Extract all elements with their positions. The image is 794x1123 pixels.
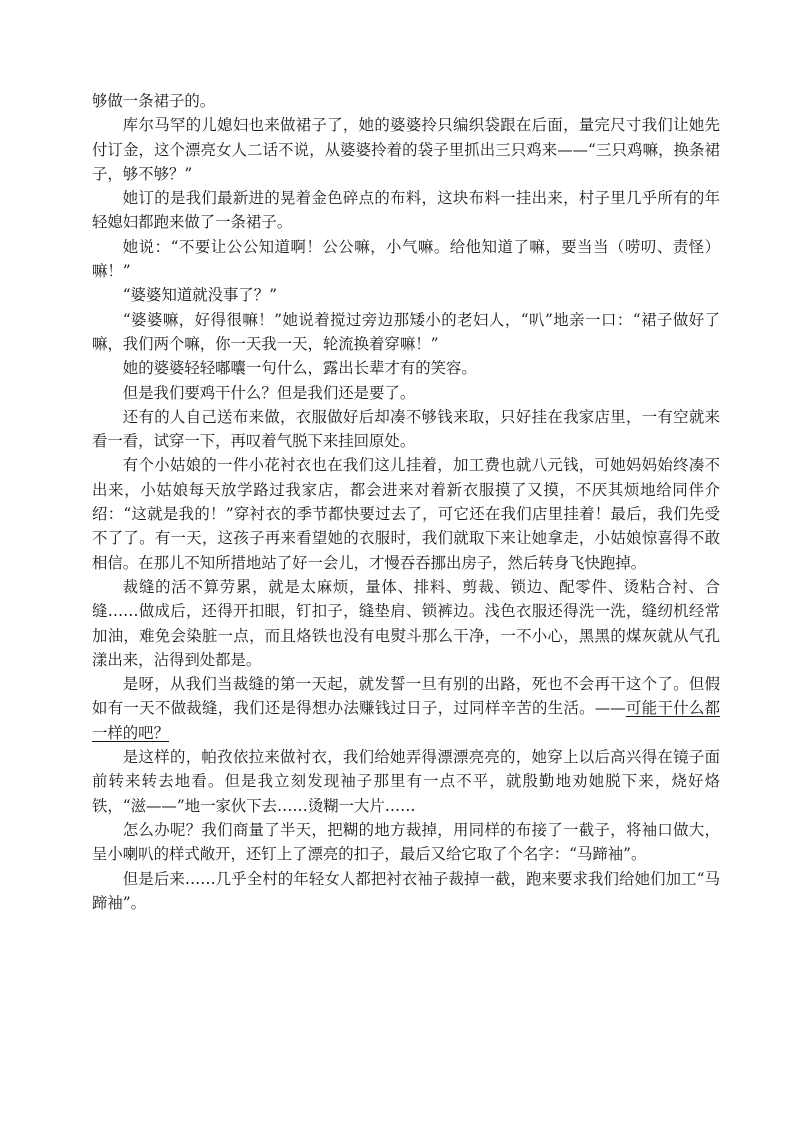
paragraph-10: 有个小姑娘的一件小花衬衣也在我们这儿挂着，加工费也就八元钱，可她妈妈始终凑不出来，小姑娘每天放学路过我家店，都会进来对着新衣服摸了又摸，不厌其烦地给同伴介绍：“这就是我的！”穿衬衣的季节都快要过去了，可它还在我们店里挂着！最后，我们先受不了了。有一天，这孩子再来看望她的衣服时，我们就取下来让她拿走，小姑娘惊喜得不敢相信。在那儿不知所措地站了好一会儿，才慢吞吞挪出房子，然后转身飞快跑掉。 <box>92 456 720 572</box>
paragraph-11: 裁缝的活不算劳累，就是太麻烦，量体、排料、剪裁、锁边、配零件、烫粘合衬、合缝……做成后，还得开扣眼，钉扣子，缝垫肩、锁裤边。浅色衣服还得洗一洗，缝纫机经常加油，难免会染脏一点，而且烙铁也没有电熨斗那么干净，一不小心，黑黑的煤灰就从气孔漾出来，沾得到处都是。 <box>92 577 720 669</box>
paragraph-13: 是这样的，帕孜依拉来做衬衣，我们给她弄得漂漂亮亮的，她穿上以后高兴得在镜子面前转来转去地看。但是我立刻发现袖子那里有一点不平，就殷勤地劝她脱下来，烧好烙铁，“滋——”地一家伙下去……烫糊一大片…… <box>92 748 720 815</box>
paragraph-12 <box>92 672 720 745</box>
paragraph-7: 她的婆婆轻轻嘟囔一句什么，露出长辈才有的笑容。 <box>122 359 477 378</box>
paragraph-8: 但是我们要鸡干什么？但是我们还是要了。 <box>122 383 416 402</box>
paragraph-2: 库尔马罕的儿媳妇也来做裙子了，她的婆婆拎只编织袋跟在后面，量完尺寸我们让她先付订金，这个漂亮女人二话不说，从婆婆拎着的袋子里抓出三只鸡来——“三只鸡嘛，换条裙子，够不够？” <box>92 116 720 183</box>
paragraph-9: 还有的人自己送布来做，衣服做好后却凑不够钱来取，只好挂在我家店里，一有空就来看一看，试穿一下，再叹着气脱下来挂回原处。 <box>92 407 720 451</box>
paragraph-15: 但是后来……几乎全村的年轻女人都把衬衣袖子裁掉一截，跑来要求我们给她们加工“马蹄袖”。 <box>92 869 720 912</box>
paragraph-14: 怎么办呢？我们商量了半天，把糊的地方裁掉，用同样的布接了一截子，将袖口做大，呈小喇叭的样式敞开，还钉上了漂亮的扣子，最后又给它取了个名字：“马蹄袖”。 <box>92 820 720 864</box>
document-page <box>92 89 720 915</box>
paragraph-4: 她说：“不要让公公知道啊！公公嘛，小气嘛。给他知道了嘛，要当当（唠叨、责怪）嘛！” <box>92 237 720 281</box>
paragraph-3: 她订的是我们最新进的晃着金色碎点的布料，这块布料一挂出来，村子里几乎所有的年轻媳妇都跑来做了一条裙子。 <box>92 189 720 232</box>
paragraph-1: 够做一条裙子的。 <box>92 92 216 110</box>
underlined-question: 可能干什么都一样的吧？ <box>92 699 720 742</box>
paragraph-12-text: 是呀，从我们当裁缝的第一天起，就发誓一旦有别的出路，死也不会再干这个了。但假如有一天不做裁缝，我们还是得想办法赚钱过日子，过同样辛苦的生活。—— <box>92 675 720 718</box>
paragraph-6: “婆婆嘛，好得很嘛！”她说着搅过旁边那矮小的老妇人，“叭”地亲一口：“裙子做好了嘛，我们两个嘛，你一天我一天，轮流换着穿嘛！” <box>92 310 720 353</box>
paragraph-5: “婆婆知道就没事了？” <box>122 286 278 305</box>
